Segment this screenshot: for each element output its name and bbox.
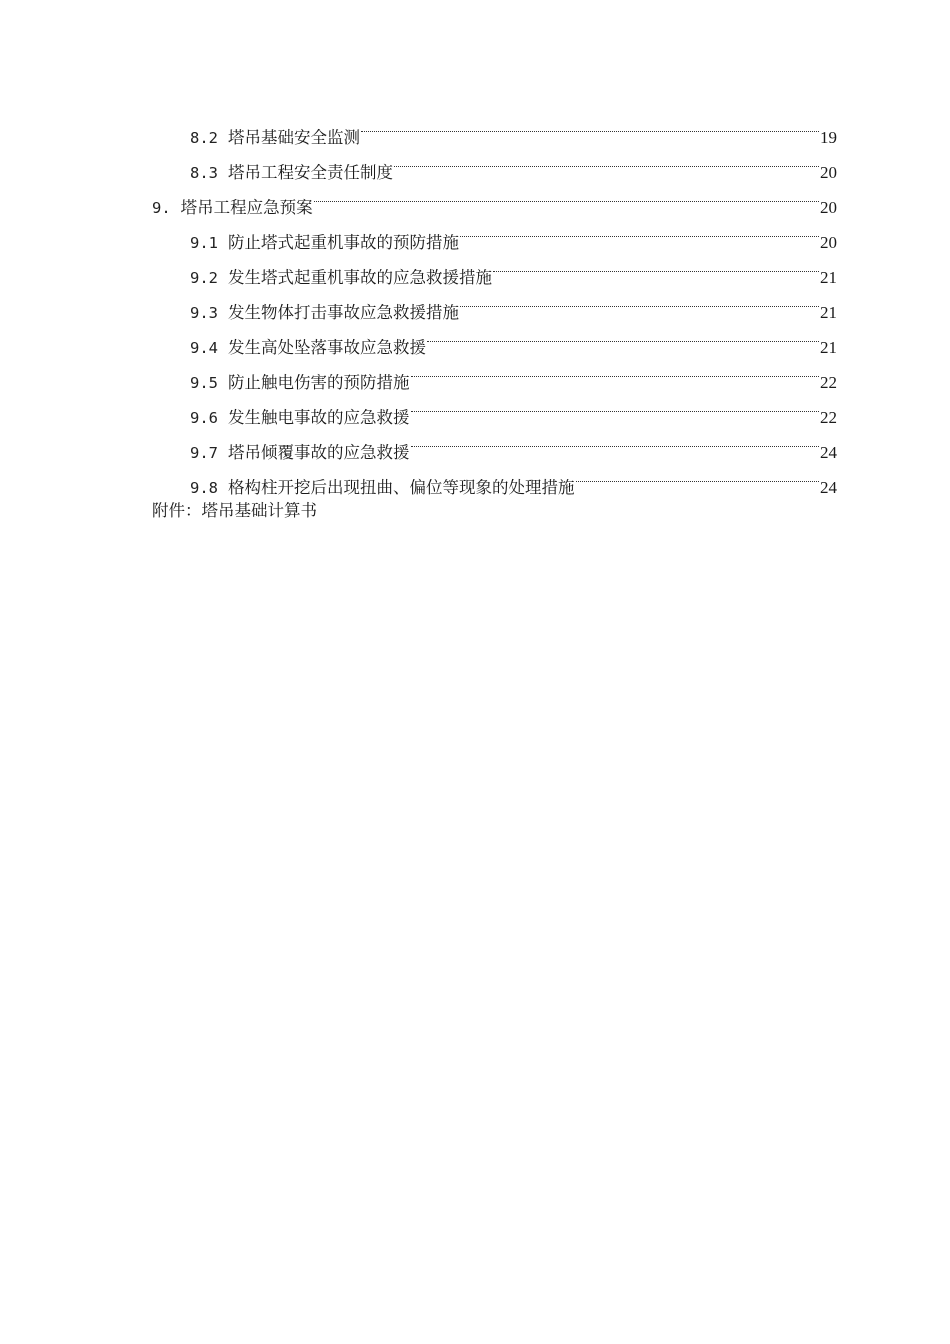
toc-entry-title: 发生触电事故的应急救援 xyxy=(228,408,410,427)
toc-entry-page: 24 xyxy=(820,443,837,462)
toc-entry-number: 9.4 xyxy=(190,339,218,357)
toc-entry-page: 20 xyxy=(820,198,837,217)
toc-entry-page: 20 xyxy=(820,233,837,252)
toc-entry-number: 9.7 xyxy=(190,444,218,462)
table-of-contents xyxy=(152,108,837,528)
toc-entry-page: 20 xyxy=(820,163,837,182)
toc-entry-title: 防止触电伤害的预防措施 xyxy=(228,373,410,392)
toc-entry-title: 防止塔式起重机事故的预防措施 xyxy=(228,233,459,252)
toc-entry-page: 22 xyxy=(820,408,837,427)
toc-entry-number: 9.2 xyxy=(190,269,218,287)
toc-entry-number: 9.6 xyxy=(190,409,218,427)
toc-entry-title: 发生高处坠落事故应急救援 xyxy=(228,338,426,357)
toc-entry-page: 21 xyxy=(820,338,837,357)
toc-leader-dots xyxy=(394,143,819,178)
toc-leader-dots xyxy=(427,318,819,353)
toc-entry-number: 8.3 xyxy=(190,164,218,182)
toc-entry-number: 9.5 xyxy=(190,374,218,392)
toc-leader-dots xyxy=(411,353,820,388)
toc-appendix-title: 附件：塔吊基础计算书 xyxy=(152,501,317,520)
toc-entry-title: 塔吊基础安全监测 xyxy=(228,128,360,147)
toc-leader-dots xyxy=(314,178,819,213)
toc-leader-dots xyxy=(411,388,820,423)
toc-entry-number: 9. xyxy=(152,199,171,217)
toc-entry-page: 21 xyxy=(820,303,837,322)
toc-entry-number: 9.1 xyxy=(190,234,218,252)
toc-entry-page: 24 xyxy=(820,478,837,497)
toc-entry-number: 8.2 xyxy=(190,129,218,147)
toc-leader-dots xyxy=(411,423,820,458)
toc-entry-page: 21 xyxy=(820,268,837,287)
toc-entry-title: 塔吊工程应急预案 xyxy=(180,198,313,217)
toc-leader-dots xyxy=(460,283,819,318)
toc-entry-title: 塔吊倾覆事故的应急救援 xyxy=(228,443,410,462)
toc-leader-dots xyxy=(576,458,820,493)
toc-entry-number: 9.8 xyxy=(190,479,218,497)
toc-leader-dots xyxy=(493,248,819,283)
toc-entry-number: 9.3 xyxy=(190,304,218,322)
toc-entry-title: 发生物体打击事故应急救援措施 xyxy=(228,303,459,322)
toc-entry-8-2[interactable] xyxy=(152,108,837,147)
toc-leader-dots xyxy=(361,108,819,143)
toc-entry-title: 格构柱开挖后出现扭曲、偏位等现象的处理措施 xyxy=(228,478,575,497)
toc-entry-title: 塔吊工程安全责任制度 xyxy=(228,163,393,182)
toc-entry-page: 22 xyxy=(820,373,837,392)
toc-leader-dots xyxy=(460,213,819,248)
toc-entry-page: 19 xyxy=(820,128,837,147)
toc-entry-title: 发生塔式起重机事故的应急救援措施 xyxy=(228,268,492,287)
